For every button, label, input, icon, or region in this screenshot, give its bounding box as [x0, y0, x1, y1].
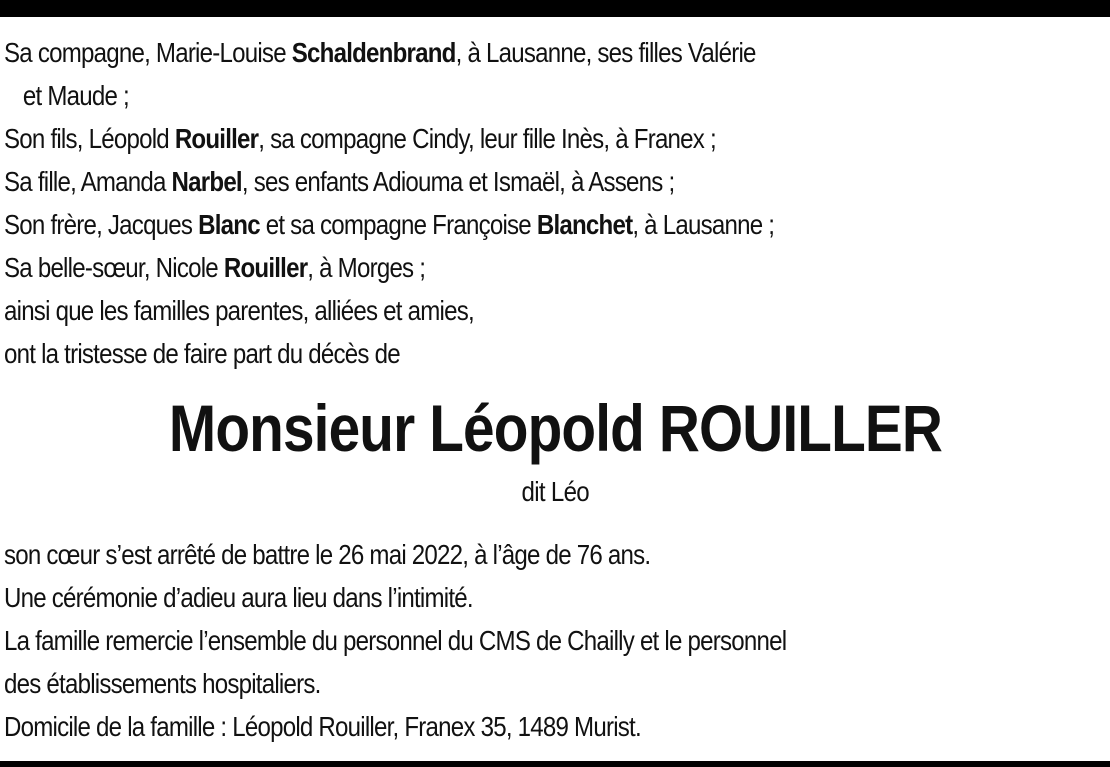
thanks-statement-continued: des établissements hospitaliers. [4, 668, 321, 699]
family-list [4, 31, 1108, 375]
text-span: , à Lausanne ; [632, 209, 775, 240]
text-span: , ses enfants Adiouma et Ismaël, à Assens ; [241, 166, 675, 197]
ceremony-statement: Une cérémonie d’adieu aura lieu dans l’intimité. [4, 582, 473, 613]
family-line [4, 160, 953, 203]
text-span: ainsi que les familles parentes, alliées et amies, [4, 295, 474, 326]
surname: Blanchet [536, 209, 633, 240]
deceased-name: Monsieur Léopold ROUILLER [168, 391, 942, 465]
surname: Narbel [171, 166, 242, 197]
family-line [4, 117, 953, 160]
text-span: ont la tristesse de faire part du décès de [4, 338, 400, 369]
text-span: , à Morges ; [307, 252, 426, 283]
top-rule [0, 0, 1110, 17]
family-address: Domicile de la famille : Léopold Rouiller, Franex 35, 1489 Murist. [4, 711, 641, 742]
family-line [4, 246, 953, 289]
deceased-block [0, 384, 1110, 512]
surname: Schaldenbrand [291, 37, 456, 68]
deceased-nickname: dit Léo [521, 476, 589, 507]
text-span: Sa compagne, Marie-Louise [4, 37, 292, 68]
text-span: Sa fille, Amanda [4, 166, 172, 197]
surname: Blanc [198, 209, 260, 240]
family-line [4, 31, 953, 74]
surname: Rouiller [174, 123, 259, 154]
surname: Rouiller [223, 252, 308, 283]
family-line [4, 74, 953, 117]
bottom-rule [0, 761, 1110, 767]
family-line [4, 332, 953, 375]
text-span: Son fils, Léopold [4, 123, 175, 154]
thanks-statement: La famille remercie l’ensemble du personnel du CMS de Chailly et le personnel [4, 625, 787, 656]
family-line [4, 203, 953, 246]
text-span: et sa compagne Françoise [259, 209, 537, 240]
text-span: , à Lausanne, ses filles Valérie [455, 37, 756, 68]
notice-details [4, 533, 1108, 748]
death-statement: son cœur s’est arrêté de battre le 26 mai 2022, à l’âge de 76 ans. [4, 539, 651, 570]
family-line [4, 289, 953, 332]
text-span: Son frère, Jacques [4, 209, 199, 240]
text-span: , sa compagne Cindy, leur fille Inès, à Franex ; [258, 123, 716, 154]
text-span: et Maude ; [22, 80, 129, 111]
text-span: Sa belle-sœur, Nicole [4, 252, 224, 283]
